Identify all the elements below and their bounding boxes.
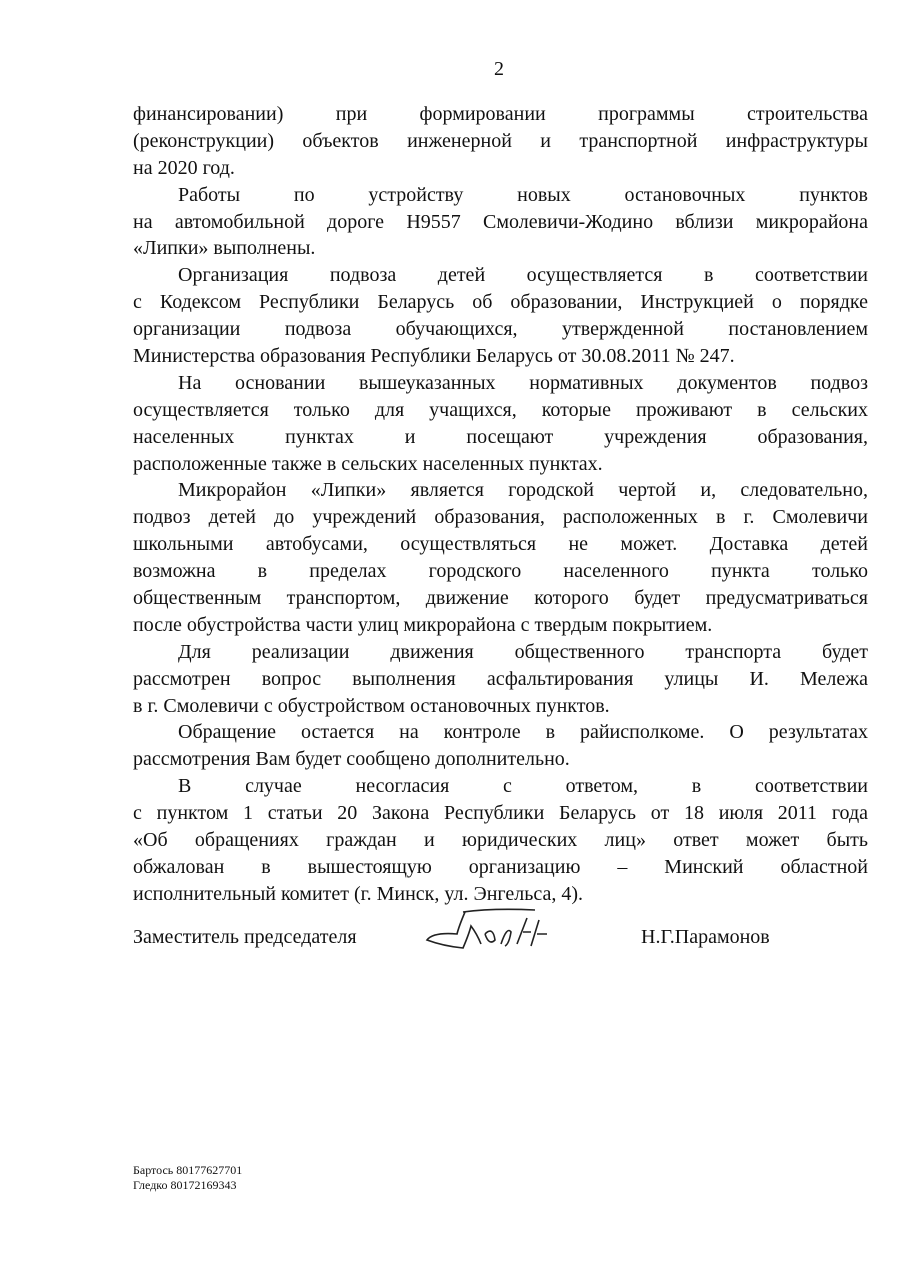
text-line: на автомобильной дороге Н9557 Смолевичи-Жодино вблизи микрорайона [133,210,868,233]
text-line: после обустройства части улиц микрорайона с твердым покрытием. [133,613,713,636]
text-line: школьными автобусами, осуществляться не может. Доставка детей [133,533,868,556]
paragraph [133,370,868,478]
text-line: Министерства образования Республики Беларусь от 30.08.2011 № 247. [133,345,735,368]
text-line: Для реализации движения общественного транспорта будет [178,640,868,663]
text-line: Работы по устройству новых остановочных пунктов [178,183,868,206]
text-line: общественным транспортом, движение которого будет предусматриваться [133,587,868,610]
text-line: населенных пунктах и посещают учреждения образования, [133,425,868,448]
paragraph [133,719,868,773]
page-number: 2 [494,58,504,80]
text-line: осуществляется только для учащихся, которые проживают в сельских [133,398,868,421]
text-line: «Об обращениях граждан и юридических лиц» ответ может быть [133,829,868,852]
contact-line: Бартось 80177627701 [133,1163,243,1177]
text-line: Организация подвоза детей осуществляется в соответствии [178,264,868,287]
text-line: организации подвоза обучающихся, утвержденной постановлением [133,318,868,341]
paragraph [133,101,868,182]
text-line: подвоз детей до учреждений образования, расположенных в г. Смолевичи [133,506,868,529]
text-line: возможна в пределах городского населенного пункта только [133,560,868,583]
text-line: «Липки» выполнены. [133,237,316,260]
text-line: Обращение остается на контроле в райисполкоме. О результатах [178,721,868,744]
text-line: обжалован в вышестоящую организацию – Минский областной [133,855,868,878]
text-line: с Кодексом Республики Беларусь об образовании, Инструкцией о порядке [133,291,868,314]
text-line: исполнительный комитет (г. Минск, ул. Энгельса, 4). [133,882,583,905]
text-line: с пунктом 1 статьи 20 Закона Республики Беларусь от 18 июля 2011 года [133,802,868,825]
contact-line: Гледко 80172169343 [133,1178,237,1192]
paragraph [133,262,868,370]
text-line: рассмотрения Вам будет сообщено дополнительно. [133,748,570,771]
paragraph [133,639,868,720]
text-line: в г. Смолевичи с обустройством остановочных пунктов. [133,694,610,717]
text-line: Микрорайон «Липки» является городской чертой и, следовательно, [178,479,868,502]
text-line: В случае несогласия с ответом, в соответствии [178,775,868,798]
letter-body [133,101,868,908]
text-line: (реконструкции) объектов инженерной и транспортной инфраструктуры [133,129,868,152]
text-line: на 2020 год. [133,156,235,179]
handwritten-signature-icon [423,904,563,964]
paragraph [133,773,868,907]
text-line: расположенные также в сельских населенных пунктах. [133,452,603,475]
paragraph [133,477,868,638]
text-line: финансировании) при формировании программы строительства [133,103,868,125]
contacts [133,1163,242,1193]
signatory-title: Заместитель председателя [133,926,357,948]
text-line: На основании вышеуказанных нормативных документов подвоз [178,371,868,394]
text-line: рассмотрен вопрос выполнения асфальтирования улицы И. Мележа [133,667,868,690]
signatory-name: Н.Г.Парамонов [641,926,770,948]
paragraph [133,182,868,263]
